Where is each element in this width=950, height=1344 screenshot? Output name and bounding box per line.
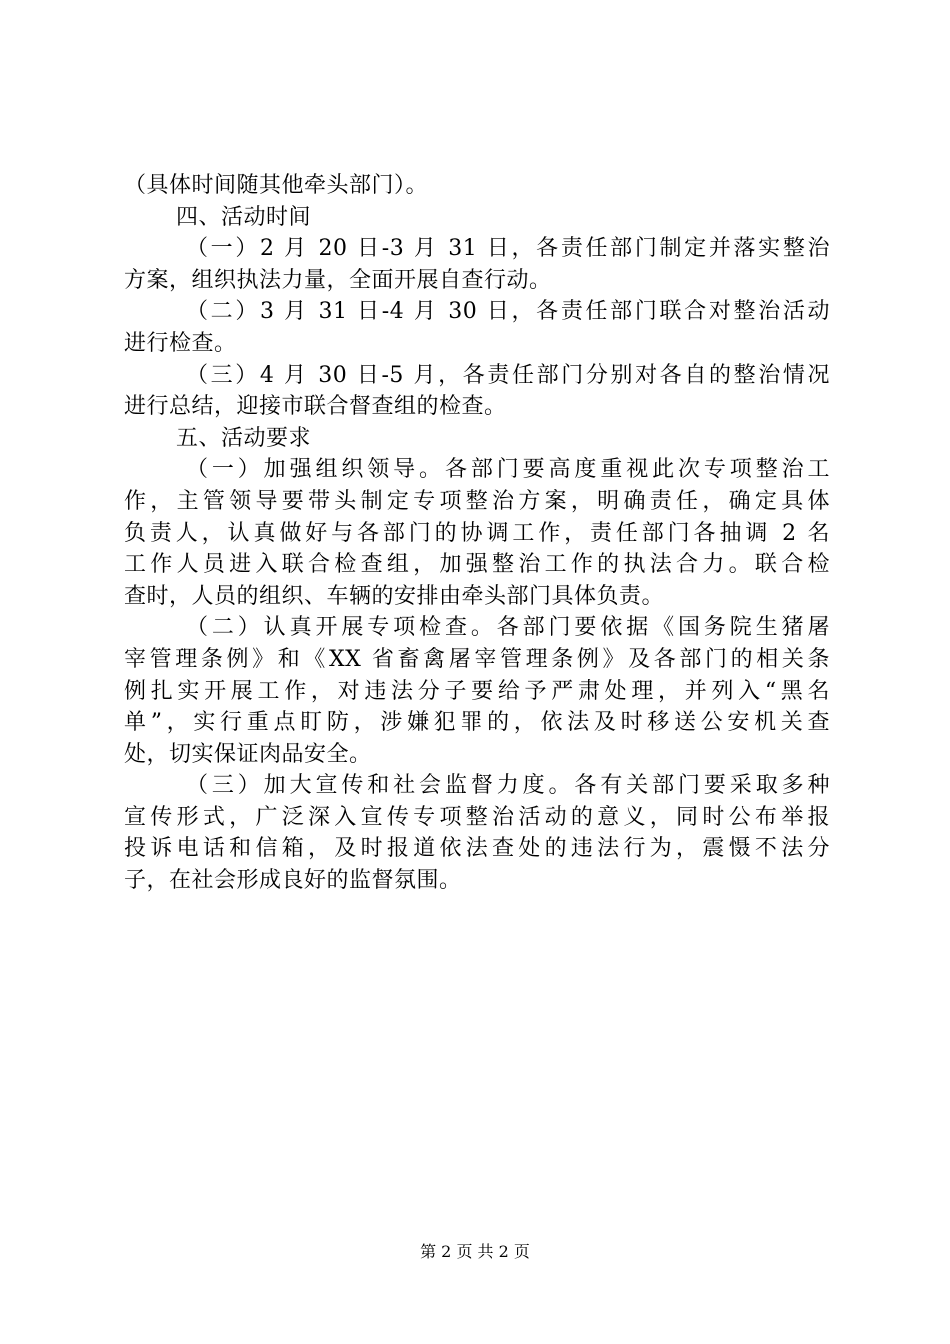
section-heading-activity-time: 四、活动时间 xyxy=(176,204,312,230)
text-line: 负责人，认真做好与各部门的协调工作，责任部门各抽调 2 名 xyxy=(124,520,830,546)
text-line: 进行总结，迎接市联合督查组的检查。 xyxy=(124,394,507,420)
text-line: 宰管理条例》和《XX 省畜禽屠宰管理条例》及各部门的相关条 xyxy=(124,646,830,672)
page-number-footer: 第 2 页 共 2 页 xyxy=(420,1242,530,1261)
text-line: 处，切实保证肉品安全。 xyxy=(124,741,372,767)
text-line: （二）3 月 31 日-4 月 30 日，各责任部门联合对整治活动 xyxy=(186,299,830,325)
text-line: 进行检查。 xyxy=(124,330,237,356)
text-line: 宣传形式，广泛深入宣传专项整治活动的意义，同时公布举报 xyxy=(124,804,830,830)
text-line: （一）2 月 20 日-3 月 31 日，各责任部门制定并落实整治 xyxy=(186,236,830,262)
text-line: 例扎实开展工作，对违法分子要给予严肃处理，并列入“黑名 xyxy=(124,678,830,704)
text-line: （一）加强组织领导。各部门要高度重视此次专项整治工 xyxy=(186,457,830,483)
text-line: 作，主管领导要带头制定专项整治方案，明确责任，确定具体 xyxy=(124,488,830,514)
text-line: 方案，组织执法力量，全面开展自查行动。 xyxy=(124,267,552,293)
text-line: 单”，实行重点盯防，涉嫌犯罪的，依法及时移送公安机关查 xyxy=(124,710,830,736)
text-line: （具体时间随其他牵头部门）。 xyxy=(124,173,429,198)
text-line: （三）4 月 30 日-5 月，各责任部门分别对各自的整治情况 xyxy=(186,362,830,388)
text-line: （三）加大宣传和社会监督力度。各有关部门要采取多种 xyxy=(186,773,830,799)
text-line: 工作人员进入联合检查组，加强整治工作的执法合力。联合检 xyxy=(124,552,830,578)
text-line: （二）认真开展专项检查。各部门要依据《国务院生猪屠 xyxy=(186,615,830,641)
section-heading-activity-requirements: 五、活动要求 xyxy=(176,425,312,451)
document-body xyxy=(124,170,830,897)
text-line: 投诉电话和信箱，及时报道依法查处的违法行为，震慑不法分 xyxy=(124,836,830,862)
text-line: 查时，人员的组织、车辆的安排由牵头部门具体负责。 xyxy=(124,583,665,609)
text-line: 子，在社会形成良好的监督氛围。 xyxy=(124,868,462,894)
